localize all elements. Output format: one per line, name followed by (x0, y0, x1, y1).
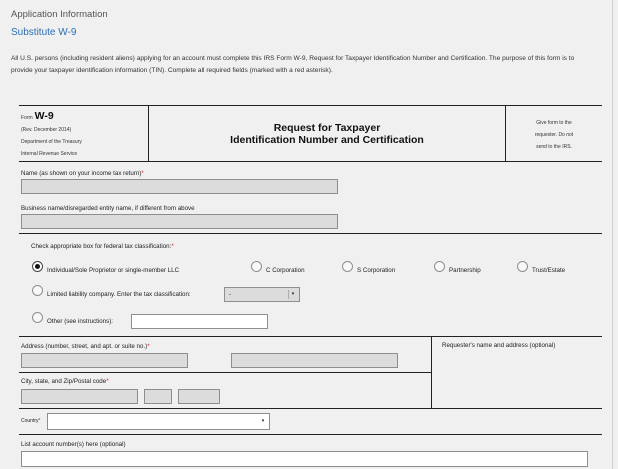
radio-llc[interactable] (32, 285, 43, 296)
form-number-label: Form W-9 (21, 110, 54, 122)
business-name-input[interactable] (21, 214, 338, 229)
country-bottom-rule (19, 434, 602, 435)
radio-other[interactable] (32, 312, 43, 323)
radio-individual[interactable] (32, 261, 43, 272)
radio-other-label: Other (see instructions): (47, 318, 114, 325)
chevron-down-icon: ▾ (288, 290, 297, 299)
radio-partnership[interactable] (434, 261, 445, 272)
address-label: Address (number, street, and apt. or suite no.)* (21, 343, 150, 350)
classification-bottom-rule (19, 336, 602, 337)
country-select[interactable] (47, 413, 270, 430)
zip-input[interactable] (178, 389, 220, 404)
llc-select-value: - (229, 291, 232, 298)
requester-divider (431, 336, 432, 409)
radio-trust-estate[interactable] (517, 261, 528, 272)
name-label: Name (as shown on your income tax return)* (21, 170, 144, 177)
business-name-label: Business name/disregarded entity name, if different from above (21, 205, 195, 212)
header-divider-right (505, 105, 506, 162)
give-form-note: Give form to the requester. Do not send to the IRS. (534, 120, 574, 150)
city-bottom-rule (19, 408, 602, 409)
radio-c-corporation-label: C Corporation (266, 267, 305, 274)
form-subtitle: Substitute W-9 (11, 27, 77, 38)
radio-individual-label: Individual/Sole Proprietor or single-member LLC (47, 267, 180, 274)
city-label: City, state, and Zip/Postal code* (21, 378, 109, 385)
account-number-input[interactable] (21, 451, 588, 467)
address-bottom-rule (19, 372, 431, 373)
header-top-rule (19, 105, 602, 106)
llc-classification-select[interactable] (224, 287, 300, 302)
form-title: Request for Taxpayer Identification Number and Certification (230, 122, 424, 146)
radio-s-corporation-label: S Corporation (357, 267, 396, 274)
section-title: Application Information (11, 9, 108, 20)
account-number-label: List account number(s) here (optional) (21, 441, 126, 448)
radio-trust-estate-label: Trust/Estate (532, 267, 566, 274)
requester-label: Requester's name and address (optional) (442, 342, 556, 349)
department-text: Department of the Treasury (21, 139, 82, 145)
country-label: Country* (21, 418, 41, 424)
radio-llc-label: Limited liability company. Enter the tax classification: (47, 291, 191, 298)
radio-partnership-label: Partnership (449, 267, 481, 274)
other-classification-input[interactable] (131, 314, 268, 329)
revision-date: (Rev. December 2014) (21, 127, 72, 133)
header-divider-left (148, 105, 149, 162)
address-line2-input[interactable] (231, 353, 398, 368)
classification-label: Check appropriate box for federal tax classification:* (31, 243, 174, 250)
business-bottom-rule (19, 233, 602, 234)
irs-text: Internal Revenue Service (21, 151, 78, 157)
radio-s-corporation[interactable] (342, 261, 353, 272)
header-bottom-rule (19, 161, 602, 162)
city-input[interactable] (21, 389, 138, 404)
chevron-down-icon: ▾ (261, 418, 265, 424)
state-input[interactable] (144, 389, 172, 404)
name-input[interactable] (21, 179, 338, 194)
intro-text: All U.S. persons (including resident aliens) applying for an account must complete this IRS Form W-9, Request for Taxpayer Identification Number and Certification. The purpose of this form is to provide your taxpayer identification information (TIN). Complete all required fields (marked with a red asterisk). (11, 55, 575, 74)
address-line1-input[interactable] (21, 353, 188, 368)
radio-c-corporation[interactable] (251, 261, 262, 272)
